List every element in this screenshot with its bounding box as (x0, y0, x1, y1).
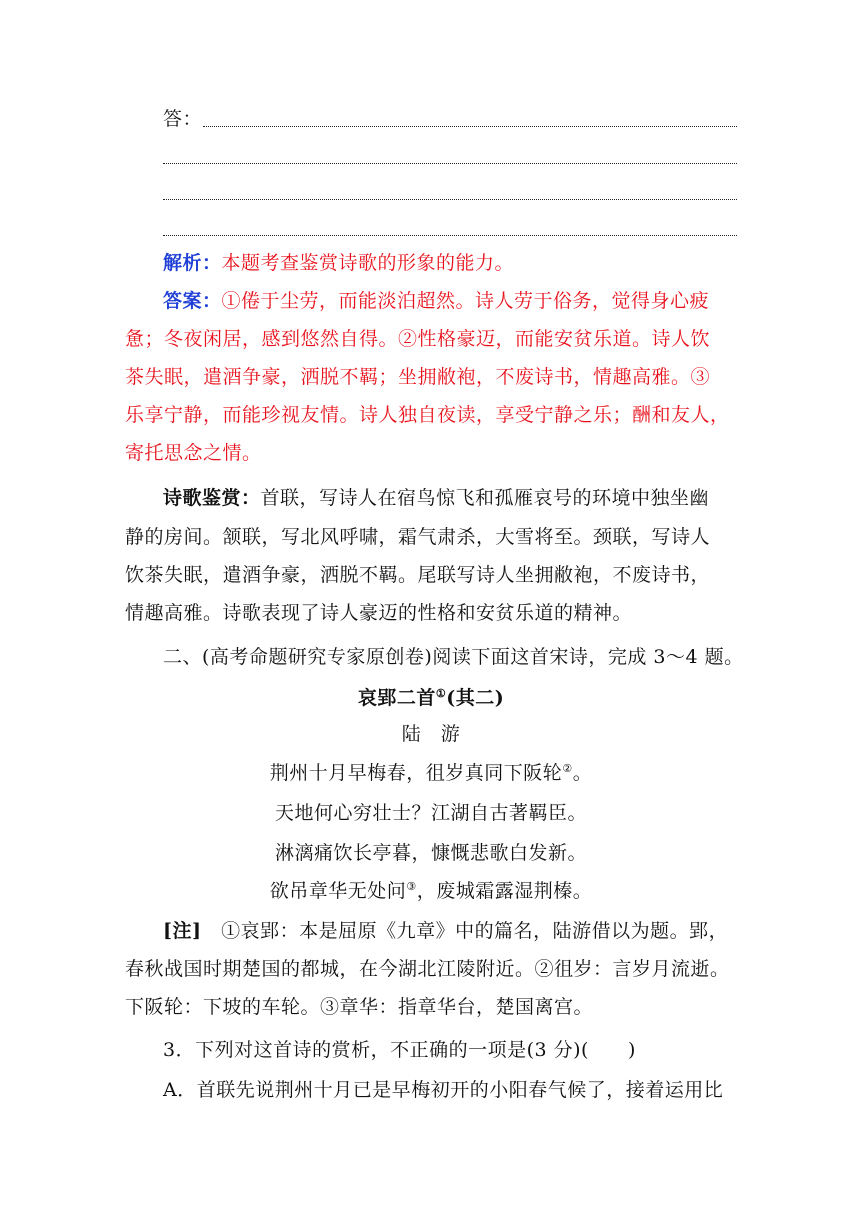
analysis-paragraph (163, 250, 737, 276)
notes-label: [注] (163, 920, 202, 942)
poem-line: 天地何心穷壮士？江湖自古著羁臣。 (274, 802, 587, 824)
answer-line (163, 288, 737, 314)
notes-text: 春秋战国时期楚国的都城，在今湖北江陵附近。②徂岁：言岁月流逝。 (125, 958, 730, 980)
poem-line-end: 。 (572, 762, 593, 784)
poem-author: 陆 游 (401, 723, 461, 745)
footnote-ref: ① (435, 687, 447, 700)
answer-prompt-label: 答： (163, 108, 203, 130)
answer-text: 惫；冬夜闲居，感到悠然自得。②性格豪迈，而能安贫乐道。诗人饮 (125, 328, 711, 350)
appreciation-text: 情趣高雅。诗歌表现了诗人豪迈的性格和安贫乐道的精神。 (125, 602, 633, 624)
answer-text: 乐享宁静，而能珍视友情。诗人独自夜读，享受宁静之乐；酬和友人， (125, 404, 730, 426)
option-a: A．首联先说荆州十月已是早梅初开的小阳春气候了，接着运用比 (163, 1079, 724, 1101)
answer-line-1[interactable] (203, 126, 737, 127)
notes-line (163, 918, 737, 944)
poem-title (125, 685, 737, 711)
appreciation-text: 饮茶失眠，遣酒争豪，洒脱不羁。尾联写诗人坐拥敝袍，不废诗书， (125, 564, 711, 586)
appreciation-label: 诗歌鉴赏： (163, 487, 261, 509)
poem-line (125, 760, 737, 786)
poem-line-text: 欲吊章华无处问 (269, 880, 407, 902)
notes-text: 下阪轮：下坡的车轮。③章华：指章华台，楚国离宫。 (125, 996, 594, 1018)
appreciation-text: 静的房间。颔联，写北风呼啸，霜气肃杀，大雪将至。颈联，写诗人 (125, 526, 711, 548)
answer-text: 寄托思念之情。 (125, 442, 262, 464)
poem-line-text: 荆州十月早梅春，徂岁真同下阪轮 (269, 762, 563, 784)
footnote-ref: ③ (406, 880, 417, 893)
poem-title-suffix: (其二) (446, 687, 505, 709)
notes-text: ①哀郢：本是屈原《九章》中的篇名，陆游借以为题。郢， (221, 920, 729, 942)
poem-title-text: 哀郢二首 (357, 687, 436, 709)
analysis-text: 本题考查鉴赏诗歌的形象的能力。 (221, 252, 515, 274)
appreciation-line (163, 485, 737, 511)
section-heading: 二、(高考命题研究专家原创卷)阅读下面这首宋诗，完成 3～4 题。 (163, 646, 744, 668)
answer-line-2[interactable] (163, 163, 737, 164)
poem-line-end: ，废城霜露湿荆榛。 (416, 880, 593, 902)
answer-line-3[interactable] (163, 199, 737, 200)
poem-line: 淋漓痛饮长亭暮，慷慨悲歌白发新。 (274, 842, 587, 864)
answer-line-4[interactable] (163, 235, 737, 236)
answer-text: 茶失眠，遣酒争豪，洒脱不羁；坐拥敝袍，不废诗书，情趣高雅。③ (125, 366, 711, 388)
answer-text: ①倦于尘劳，而能淡泊超然。诗人劳于俗务，觉得身心疲 (221, 290, 710, 312)
poem-line (125, 878, 737, 904)
analysis-label: 解析： (163, 252, 222, 274)
question-3: 3．下列对这首诗的赏析，不正确的一项是(3 分)( ) (163, 1039, 636, 1061)
appreciation-text: 首联，写诗人在宿鸟惊飞和孤雁哀号的环境中独坐幽 (260, 487, 710, 509)
footnote-ref: ② (562, 762, 573, 775)
answer-label: 答案： (163, 290, 222, 312)
